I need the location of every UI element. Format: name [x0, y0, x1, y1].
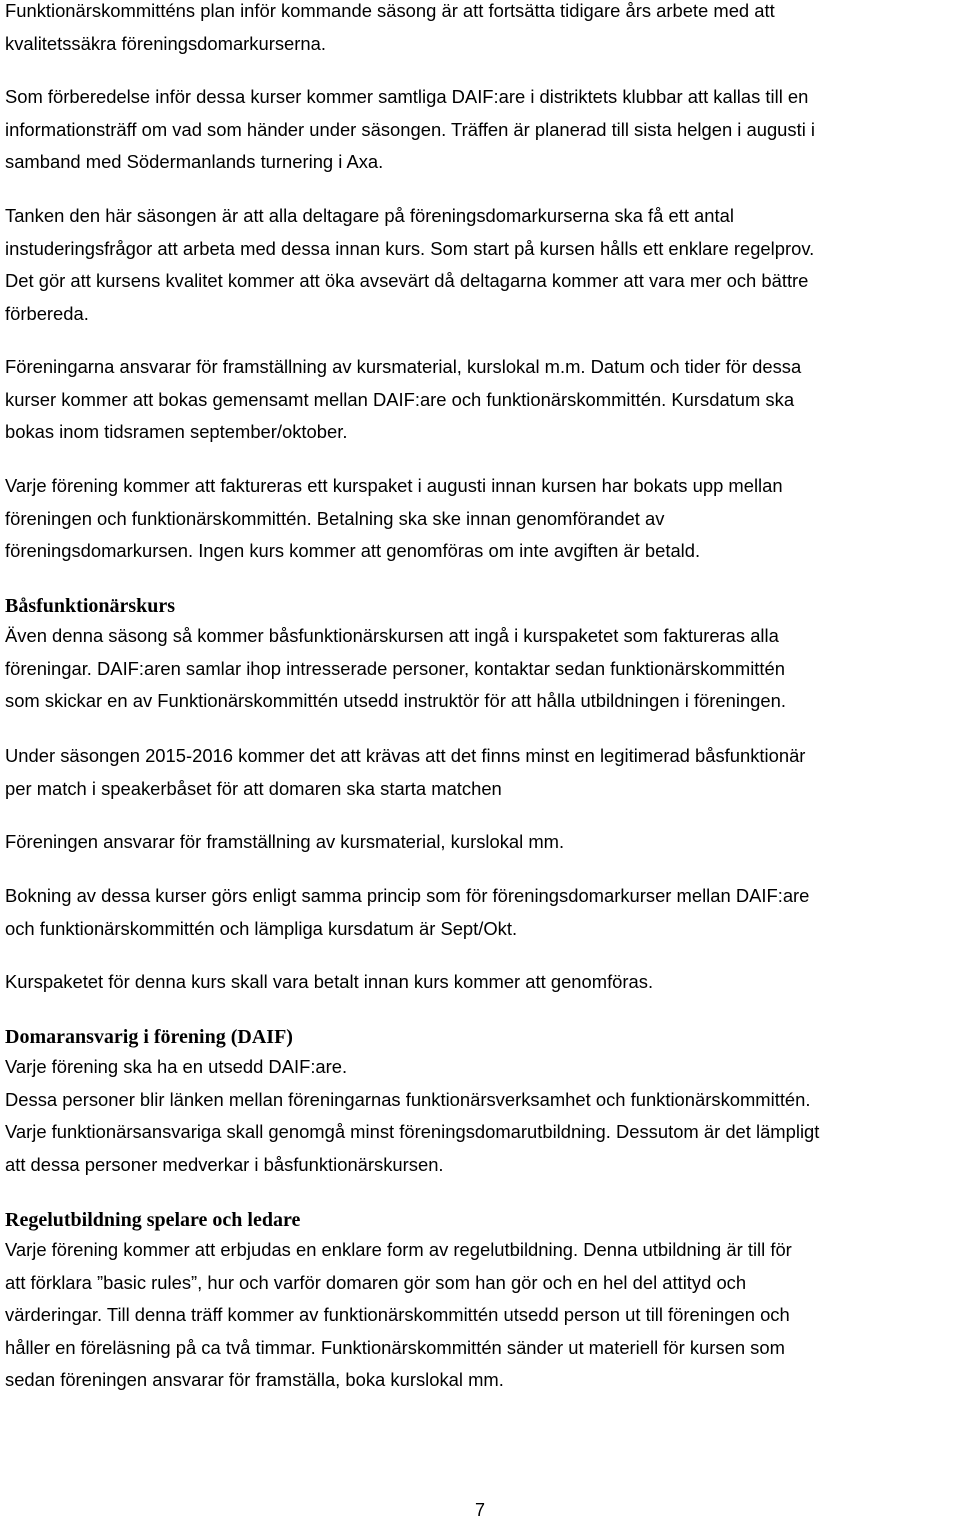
daif-paragraph: [5, 1051, 819, 1181]
text-line: föreningsdomarkursen. Ingen kurs kommer att genomföras om inte avgiften är betald.: [5, 540, 701, 562]
text-line: informationsträff om vad som händer under säsongen. Träffen är planerad till sista helgen i augusti i: [5, 118, 815, 140]
text-line: Under säsongen 2015-2016 kommer det att krävas att det finns minst en legitimerad båsfunktionär: [5, 745, 806, 766]
section-heading-rules: Regelutbildning spelare och ledare: [5, 1209, 301, 1231]
text-line: Det gör att kursens kvalitet kommer att öka avsevärt då deltagarna kommer att vara mer och bättre: [5, 270, 809, 292]
text-line: Även denna säsong så kommer båsfunktionärskursen att ingå i kurspaketet som faktureras alla: [5, 625, 779, 646]
text-line: Som förberedelse inför dessa kurser kommer samtliga DAIF:are i distriktets klubbar att kallas till en: [5, 86, 809, 107]
text-line: att förklara ”basic rules”, hur och varför domaren gör som han gör och en hel del attityd och: [5, 1271, 747, 1293]
text-line: Föreningen ansvarar för framställning av kursmaterial, kurslokal mm.: [5, 831, 565, 852]
section-heading-bas: Båsfunktionärskurs: [5, 595, 176, 617]
course-materials-paragraph: [5, 351, 801, 449]
text-line: instuderingsfrågor att arbeta med dessa innan kurs. Som start på kursen hålls ett enklare regelprov.: [5, 237, 815, 259]
text-line: Föreningarna ansvarar för framställning av kursmaterial, kurslokal m.m. Datum och tider för dessa: [5, 356, 802, 377]
text-line: Varje förening kommer att erbjudas en enklare form av regelutbildning. Denna utbildning är till för: [5, 1239, 792, 1260]
text-line: föreningar. DAIF:aren samlar ihop intresserade personer, kontaktar sedan funktionärskommittén: [5, 657, 785, 679]
text-line: kvalitetssäkra föreningsdomarkurserna.: [5, 32, 326, 54]
text-line: Kurspaketet för denna kurs skall vara betalt innan kurs kommer att genomföras.: [5, 971, 654, 992]
text-line: samband med Södermanlands turnering i Axa.: [5, 151, 384, 173]
bas-paragraph-1: [5, 620, 786, 718]
text-line: kurser kommer att bokas gemensamt mellan DAIF:are och funktionärskommittén. Kursdatum ska: [5, 388, 795, 410]
text-line: och funktionärskommittén och lämpliga kursdatum är Sept/Okt.: [5, 917, 518, 939]
text-line: håller en föreläsning på ca två timmar. Funktionärskommittén sänder ut materiell för kursen som: [5, 1336, 785, 1358]
intro-paragraph: [5, 0, 775, 60]
page-number: 7: [474, 1500, 485, 1520]
bas-paragraph-4: [5, 880, 809, 945]
text-line: Bokning av dessa kurser görs enligt samma princip som för föreningsdomarkurser mellan DAIF:are: [5, 885, 810, 906]
bas-paragraph-5: [5, 966, 653, 999]
text-line: per match i speakerbåset för att domaren ska starta matchen: [5, 777, 502, 799]
bas-paragraph-2: [5, 740, 805, 805]
text-line: Dessa personer blir länken mellan föreningarnas funktionärsverksamhet och funktionärskommittén.: [5, 1088, 811, 1110]
text-line: att dessa personer medverkar i båsfunktionärskursen.: [5, 1153, 444, 1175]
bas-paragraph-3: [5, 826, 564, 859]
section-heading-daif: Domaransvarig i förening (DAIF): [5, 1026, 293, 1048]
text-line: Varje funktionärsansvariga skall genomgå minst föreningsdomarutbildning. Dessutom är det lämpligt: [5, 1121, 820, 1143]
text-line: Tanken den här säsongen är att alla deltagare på föreningsdomarkurserna ska få ett antal: [5, 205, 734, 226]
text-line: bokas inom tidsramen september/oktober.: [5, 421, 348, 443]
text-line: som skickar en av Funktionärskommittén utsedd instruktör för att hålla utbildningen i föreningen.: [5, 690, 786, 712]
text-line: Funktionärskommitténs plan inför kommande säsong är att fortsätta tidigare års arbete med att: [5, 0, 775, 21]
text-line: förbereda.: [5, 302, 89, 324]
text-line: Varje förening ska ha en utsedd DAIF:are.: [5, 1056, 348, 1077]
rules-paragraph: [5, 1234, 792, 1397]
text-line: föreningen och funktionärskommittén. Betalning ska ske innan genomförandet av: [5, 507, 665, 529]
billing-paragraph: [5, 470, 783, 568]
text-line: Varje förening kommer att faktureras ett kurspaket i augusti innan kursen har bokats upp mellan: [5, 475, 783, 496]
text-line: sedan föreningen ansvarar för framställa, boka kurslokal mm.: [5, 1369, 504, 1391]
preparation-paragraph: [5, 81, 815, 179]
study-questions-paragraph: [5, 200, 814, 330]
text-line: värderingar. Till denna träff kommer av funktionärskommittén utsedd person ut till föreningen och: [5, 1304, 790, 1326]
